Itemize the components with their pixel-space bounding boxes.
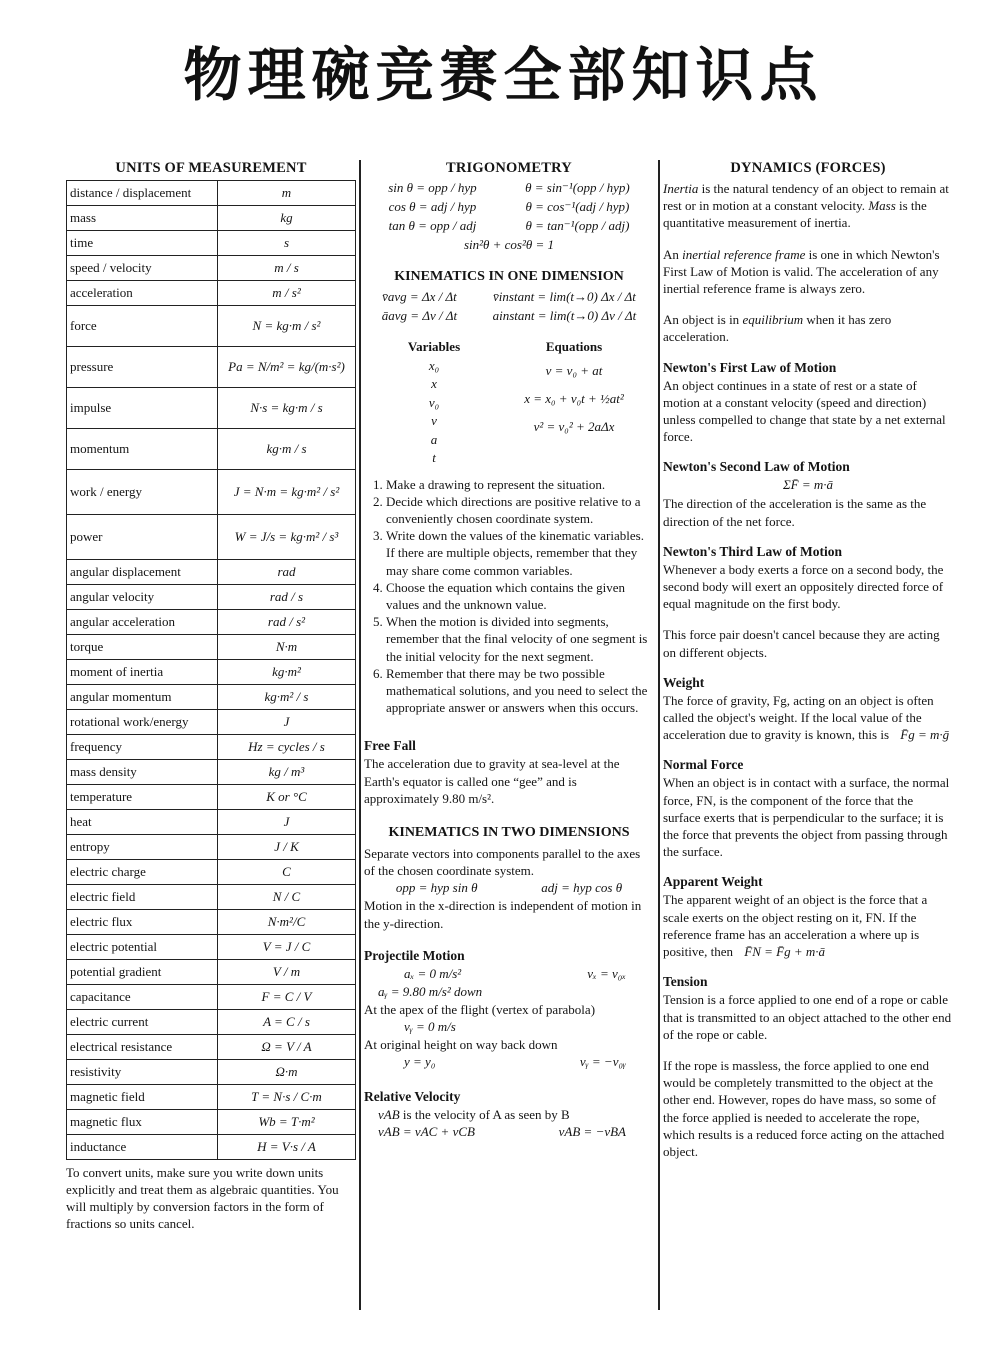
normal-force-heading: Normal Force <box>663 757 744 773</box>
unit-symbol: Ω·m <box>218 1060 356 1085</box>
unit-quantity: rotational work/energy <box>67 710 218 735</box>
unit-symbol: m / s <box>218 256 356 281</box>
column-divider-left <box>359 160 361 1310</box>
unit-quantity: time <box>67 231 218 256</box>
kin1-variables-heading: Variables <box>407 339 461 354</box>
unit-quantity: temperature <box>67 785 218 810</box>
units-column <box>66 160 356 1232</box>
units-note: To convert units, make sure you write down units explicitly and treat them as algebraic quantities. You will multiply by conversion factors in the form of fractions so units cancel. <box>66 1165 339 1231</box>
trig-sin: sin θ = opp / hyp <box>388 180 477 195</box>
projectile-ax: aₓ = 0 m/s² <box>404 965 462 981</box>
unit-symbol: kg / m³ <box>218 760 356 785</box>
normal-force-text: When an object is in contact with a surface, the normal force, FN, is the component of the force that the surface exerts that is perpendicular to the surface; it is the force that prevents the object from passing through the surface. <box>663 775 950 860</box>
weight-paragraph <box>663 692 953 744</box>
unit-quantity: mass <box>67 206 218 231</box>
inertial-frame-term: inertial reference frame <box>682 246 806 262</box>
units-row <box>67 560 356 585</box>
units-heading: UNITS OF MEASUREMENT <box>115 160 307 176</box>
relative-velocity-def <box>364 1106 654 1123</box>
apparent-weight-paragraph <box>663 891 953 960</box>
units-row <box>67 1035 356 1060</box>
dynamics-column <box>663 160 953 1160</box>
kin1-variable: a <box>430 431 438 447</box>
projectile-vy0: vᵧ = 0 m/s <box>404 1018 456 1034</box>
units-row <box>67 181 356 206</box>
kin1-step: 5. When the motion is divided into segments, remember that the final velocity of one segment is the initial velocity for the next segment. <box>386 613 654 665</box>
trig-acos: θ = cos⁻¹(adj / hyp) <box>525 199 630 214</box>
trig-asin: θ = sin⁻¹(opp / hyp) <box>525 180 630 195</box>
unit-symbol: kg·m² <box>218 660 356 685</box>
relative-velocity-eqs <box>364 1123 654 1141</box>
units-row <box>67 206 356 231</box>
relative-velocity-text: is the velocity of A as seen by B <box>402 1107 570 1123</box>
trig-cos: cos θ = adj / hyp <box>388 199 477 214</box>
unit-quantity: torque <box>67 635 218 660</box>
kin2-eq-opp: opp = hyp sin θ <box>395 880 478 896</box>
unit-symbol: kg·m / s <box>218 429 356 470</box>
unit-symbol: J <box>218 810 356 835</box>
units-row <box>67 515 356 560</box>
kin1-step: 3. Write down the values of the kinematic variables. If there are multiple objects, remember that they may share come common variables. <box>386 527 654 579</box>
units-row <box>67 470 356 515</box>
equilibrium-definition: when it has zero acceleration. <box>663 312 892 345</box>
equilibrium-term: equilibrium <box>742 312 804 328</box>
dyn-heading: DYNAMICS (FORCES) <box>730 160 886 176</box>
weight-heading: Weight <box>663 674 705 690</box>
kin1-steps-list <box>364 476 654 717</box>
unit-quantity: electric field <box>67 885 218 910</box>
newton1-heading: Newton's First Law of Motion <box>663 359 837 375</box>
kin1-equations-heading: Equations <box>545 339 603 354</box>
unit-symbol: W = J/s = kg·m² / s³ <box>218 515 356 560</box>
mass-term: Mass <box>868 198 896 214</box>
unit-symbol: T = N·s / C·m <box>218 1085 356 1110</box>
kin2-heading: KINEMATICS IN TWO DIMENSIONS <box>388 824 630 840</box>
unit-symbol: N = kg·m / s² <box>218 306 356 347</box>
unit-quantity: capacitance <box>67 985 218 1010</box>
units-row <box>67 910 356 935</box>
unit-symbol: N·m <box>218 635 356 660</box>
unit-quantity: magnetic field <box>67 1085 218 1110</box>
unit-quantity: frequency <box>67 735 218 760</box>
unit-quantity: angular velocity <box>67 585 218 610</box>
unit-symbol: Pa = N/m² = kg/(m·s²) <box>218 347 356 388</box>
units-row <box>67 810 356 835</box>
newton3-text: Whenever a body exerts a force on a second body, the second body will exert an oppositely directed force of equal magnitude on the first body. <box>663 561 944 612</box>
unit-quantity: momentum <box>67 429 218 470</box>
kin1-step: 4. Choose the equation which contains the given values and the unknown value. <box>386 579 654 613</box>
relative-velocity-eq1: vAB = vAC + vCB <box>378 1124 475 1140</box>
units-row <box>67 281 356 306</box>
apparent-weight-heading: Apparent Weight <box>663 874 763 890</box>
unit-quantity: work / energy <box>67 470 218 515</box>
projectile-ay: aᵧ = 9.80 m/s² down <box>378 983 483 999</box>
projectile-heading: Projectile Motion <box>364 947 465 963</box>
freefall-text: The acceleration due to gravity at sea-level at the Earth's equator is called one “gee” and is approximately 9.80 m/s². <box>364 756 620 806</box>
trig-row-tan <box>364 218 654 234</box>
projectile-y: y = y₀ <box>404 1054 436 1070</box>
units-row <box>67 256 356 281</box>
inertia-paragraph <box>663 180 953 232</box>
unit-symbol: kg <box>218 206 356 231</box>
relative-velocity-symbol: vAB <box>378 1107 400 1123</box>
kin1-step: 2. Decide which directions are positive relative to a conveniently chosen coordinate system. <box>386 493 654 527</box>
newton2-equation: ΣF̄ = m·ā <box>782 477 834 493</box>
unit-quantity: angular acceleration <box>67 610 218 635</box>
units-row <box>67 735 356 760</box>
relative-velocity-heading: Relative Velocity <box>364 1089 461 1105</box>
units-row <box>67 306 356 347</box>
units-row <box>67 1135 356 1160</box>
units-row <box>67 985 356 1010</box>
kin1-aavg: āavg = Δv / Δt <box>381 308 458 323</box>
unit-symbol: s <box>218 231 356 256</box>
unit-quantity: acceleration <box>67 281 218 306</box>
units-row <box>67 835 356 860</box>
kin1-equation: v² = v₀² + 2aΔx <box>533 418 615 434</box>
units-row <box>67 1085 356 1110</box>
kin1-variable: t <box>432 450 436 465</box>
apparent-weight-equation: F̄N = F̄g + m·ā <box>744 944 826 960</box>
projectile-vyneg: vᵧ = −v₀ᵧ <box>579 1054 626 1070</box>
unit-quantity: electric charge <box>67 860 218 885</box>
units-row <box>67 1110 356 1135</box>
unit-symbol: J / K <box>218 835 356 860</box>
unit-quantity: entropy <box>67 835 218 860</box>
kin1-row-velocity <box>364 289 654 305</box>
unit-symbol: C <box>218 860 356 885</box>
unit-symbol: Hz = cycles / s <box>218 735 356 760</box>
unit-symbol: N·m²/C <box>218 910 356 935</box>
kin1-variable: v₀ <box>428 394 440 410</box>
units-row <box>67 429 356 470</box>
mass-definition: is the quantitative measurement of inertia. <box>663 198 927 231</box>
unit-symbol: m <box>218 181 356 206</box>
freefall-heading: Free Fall <box>364 738 416 754</box>
unit-quantity: impulse <box>67 388 218 429</box>
equilibrium-pre: An object is in <box>663 312 743 328</box>
trig-row-sin <box>364 180 654 196</box>
kin1-vinst: v̄instant = lim(t→0) Δx / Δt <box>493 289 636 304</box>
units-row <box>67 885 356 910</box>
unit-symbol: kg·m² / s <box>218 685 356 710</box>
unit-symbol: rad <box>218 560 356 585</box>
units-row <box>67 960 356 985</box>
unit-quantity: magnetic flux <box>67 1110 218 1135</box>
kin1-variable: x₀ <box>428 357 440 373</box>
unit-quantity: power <box>67 515 218 560</box>
kin1-equation: v = v₀ + at <box>545 362 603 378</box>
column-divider-right <box>658 160 660 1310</box>
unit-quantity: speed / velocity <box>67 256 218 281</box>
kin2-eq-adj: adj = hyp cos θ <box>541 880 623 896</box>
projectile-row-vy0 <box>364 1018 654 1036</box>
inertia-term: Inertia <box>663 181 699 196</box>
newton2-heading: Newton's Second Law of Motion <box>663 459 850 475</box>
units-row <box>67 760 356 785</box>
kin2-text1: Separate vectors into components parallel to the axes of the chosen coordinate system. <box>364 845 641 879</box>
projectile-apex: At the apex of the flight (vertex of parabola) <box>364 1001 596 1017</box>
unit-symbol: N·s = kg·m / s <box>218 388 356 429</box>
units-row <box>67 585 356 610</box>
kin1-variable: x <box>431 376 437 391</box>
kin1-variables-list <box>364 338 504 468</box>
equilibrium-paragraph <box>663 311 953 345</box>
units-row <box>67 231 356 256</box>
unit-symbol: Ω = V / A <box>218 1035 356 1060</box>
kin1-row-acceleration <box>364 308 654 324</box>
unit-symbol: J = N·m = kg·m² / s² <box>218 470 356 515</box>
trig-row-cos <box>364 199 654 215</box>
kin1-equation: x = x₀ + v₀t + ½at² <box>524 390 624 406</box>
unit-symbol: V = J / C <box>218 935 356 960</box>
unit-quantity: electric current <box>67 1010 218 1035</box>
units-row <box>67 1010 356 1035</box>
projectile-vx: vₓ = v₀ₓ <box>587 965 626 981</box>
force-pair-text: This force pair doesn't cancel because they are acting on different objects. <box>663 627 940 660</box>
units-table <box>66 180 356 1160</box>
projectile-row-ay <box>364 983 654 1001</box>
unit-symbol: F = C / V <box>218 985 356 1010</box>
unit-quantity: distance / displacement <box>67 181 218 206</box>
units-row <box>67 785 356 810</box>
unit-quantity: pressure <box>67 347 218 388</box>
unit-quantity: inductance <box>67 1135 218 1160</box>
trig-tan: tan θ = opp / adj <box>388 218 477 233</box>
trig-identity: sin²θ + cos²θ = 1 <box>463 237 555 252</box>
units-row <box>67 388 356 429</box>
unit-quantity: electric flux <box>67 910 218 935</box>
units-row <box>67 347 356 388</box>
tension-text: Tension is a force applied to one end of a rope or cable that is transmitted to an object attached to the other end of the rope or cable. <box>663 992 952 1042</box>
tension-heading: Tension <box>663 974 708 990</box>
unit-symbol: A = C / s <box>218 1010 356 1035</box>
relative-velocity-eq2: vAB = −vBA <box>558 1124 626 1140</box>
unit-symbol: J <box>218 710 356 735</box>
units-row <box>67 1060 356 1085</box>
kin1-vavg: v̄avg = Δx / Δt <box>382 289 457 304</box>
unit-symbol: Wb = T·m² <box>218 1110 356 1135</box>
units-row <box>67 635 356 660</box>
kin1-variables-equations <box>364 338 654 468</box>
unit-symbol: rad / s² <box>218 610 356 635</box>
newton3-heading: Newton's Third Law of Motion <box>663 543 843 559</box>
kinematics-column <box>364 160 654 1141</box>
kin1-heading: KINEMATICS IN ONE DIMENSION <box>394 269 624 284</box>
trig-atan: θ = tan⁻¹(opp / adj) <box>525 218 630 233</box>
units-row <box>67 685 356 710</box>
units-row <box>67 610 356 635</box>
projectile-back: At original height on way back down <box>364 1036 558 1052</box>
unit-quantity: angular displacement <box>67 560 218 585</box>
unit-quantity: angular momentum <box>67 685 218 710</box>
newton1-text: An object continues in a state of rest or a state of motion at a constant velocity (speed and direction) unless compelled to change that state by a net external force. <box>663 377 946 445</box>
kin1-ainst: ainstant = lim(t→0) Δv / Δt <box>492 308 637 323</box>
apparent-weight-text: The apparent weight of an object is the force that a scale exerts on the object resting on it, FN. If the reference frame has an acceleration a where up is positive, then <box>663 892 928 960</box>
tension-text-2: If the rope is massless, the force applied to one end would be completely transmitted to the object at the other end. However, ropes do have mass, so some of the force applied is needed to accelerate the rope, which results is a reduced force acting on the attached object. <box>663 1057 945 1159</box>
unit-symbol: V / m <box>218 960 356 985</box>
inertial-frame-definition: is one in which Newton's First Law of Motion is valid. The acceleration of any inertial reference frame is always zero. <box>663 246 940 297</box>
unit-quantity: electrical resistance <box>67 1035 218 1060</box>
inertial-frame-paragraph <box>663 246 953 298</box>
unit-symbol: H = V·s / A <box>218 1135 356 1160</box>
unit-quantity: potential gradient <box>67 960 218 985</box>
projectile-row-y <box>364 1053 654 1071</box>
weight-equation: F̄g = m·ḡ <box>900 727 950 743</box>
kin1-equations-list <box>504 338 644 468</box>
units-row <box>67 860 356 885</box>
unit-quantity: mass density <box>67 760 218 785</box>
unit-symbol: N / C <box>218 885 356 910</box>
projectile-row-ax <box>364 965 654 983</box>
unit-quantity: moment of inertia <box>67 660 218 685</box>
unit-quantity: electric potential <box>67 935 218 960</box>
unit-symbol: m / s² <box>218 281 356 306</box>
units-row <box>67 660 356 685</box>
unit-symbol: K or °C <box>218 785 356 810</box>
units-row <box>67 935 356 960</box>
weight-text: The force of gravity, Fg, acting on an object is often called the object's weight. If the local value of the acceleration due to gravity is known, this is <box>663 692 934 743</box>
inertia-definition: is the natural tendency of an object to remain at rest or in motion at a constant velocity. <box>663 181 949 214</box>
unit-symbol: rad / s <box>218 585 356 610</box>
kin1-step: 1. Make a drawing to represent the situation. <box>386 476 654 493</box>
unit-quantity: resistivity <box>67 1060 218 1085</box>
kin2-text2: Motion in the x-direction is independent of motion in the y-direction. <box>364 898 642 931</box>
units-row <box>67 710 356 735</box>
inertial-frame-pre: An <box>663 246 683 262</box>
newton2-text: The direction of the acceleration is the same as the direction of the net force. <box>663 496 927 529</box>
page-title: 物理碗竞赛全部知识点 <box>183 41 824 109</box>
trig-heading: TRIGONOMETRY <box>446 160 572 176</box>
kin2-components-row <box>364 880 654 896</box>
unit-quantity: force <box>67 306 218 347</box>
unit-quantity: heat <box>67 810 218 835</box>
kin1-variable: v <box>431 413 437 428</box>
kin1-step: 6. Remember that there may be two possible mathematical solutions, and you need to select the appropriate answer or answers when this occurs. <box>386 665 654 717</box>
